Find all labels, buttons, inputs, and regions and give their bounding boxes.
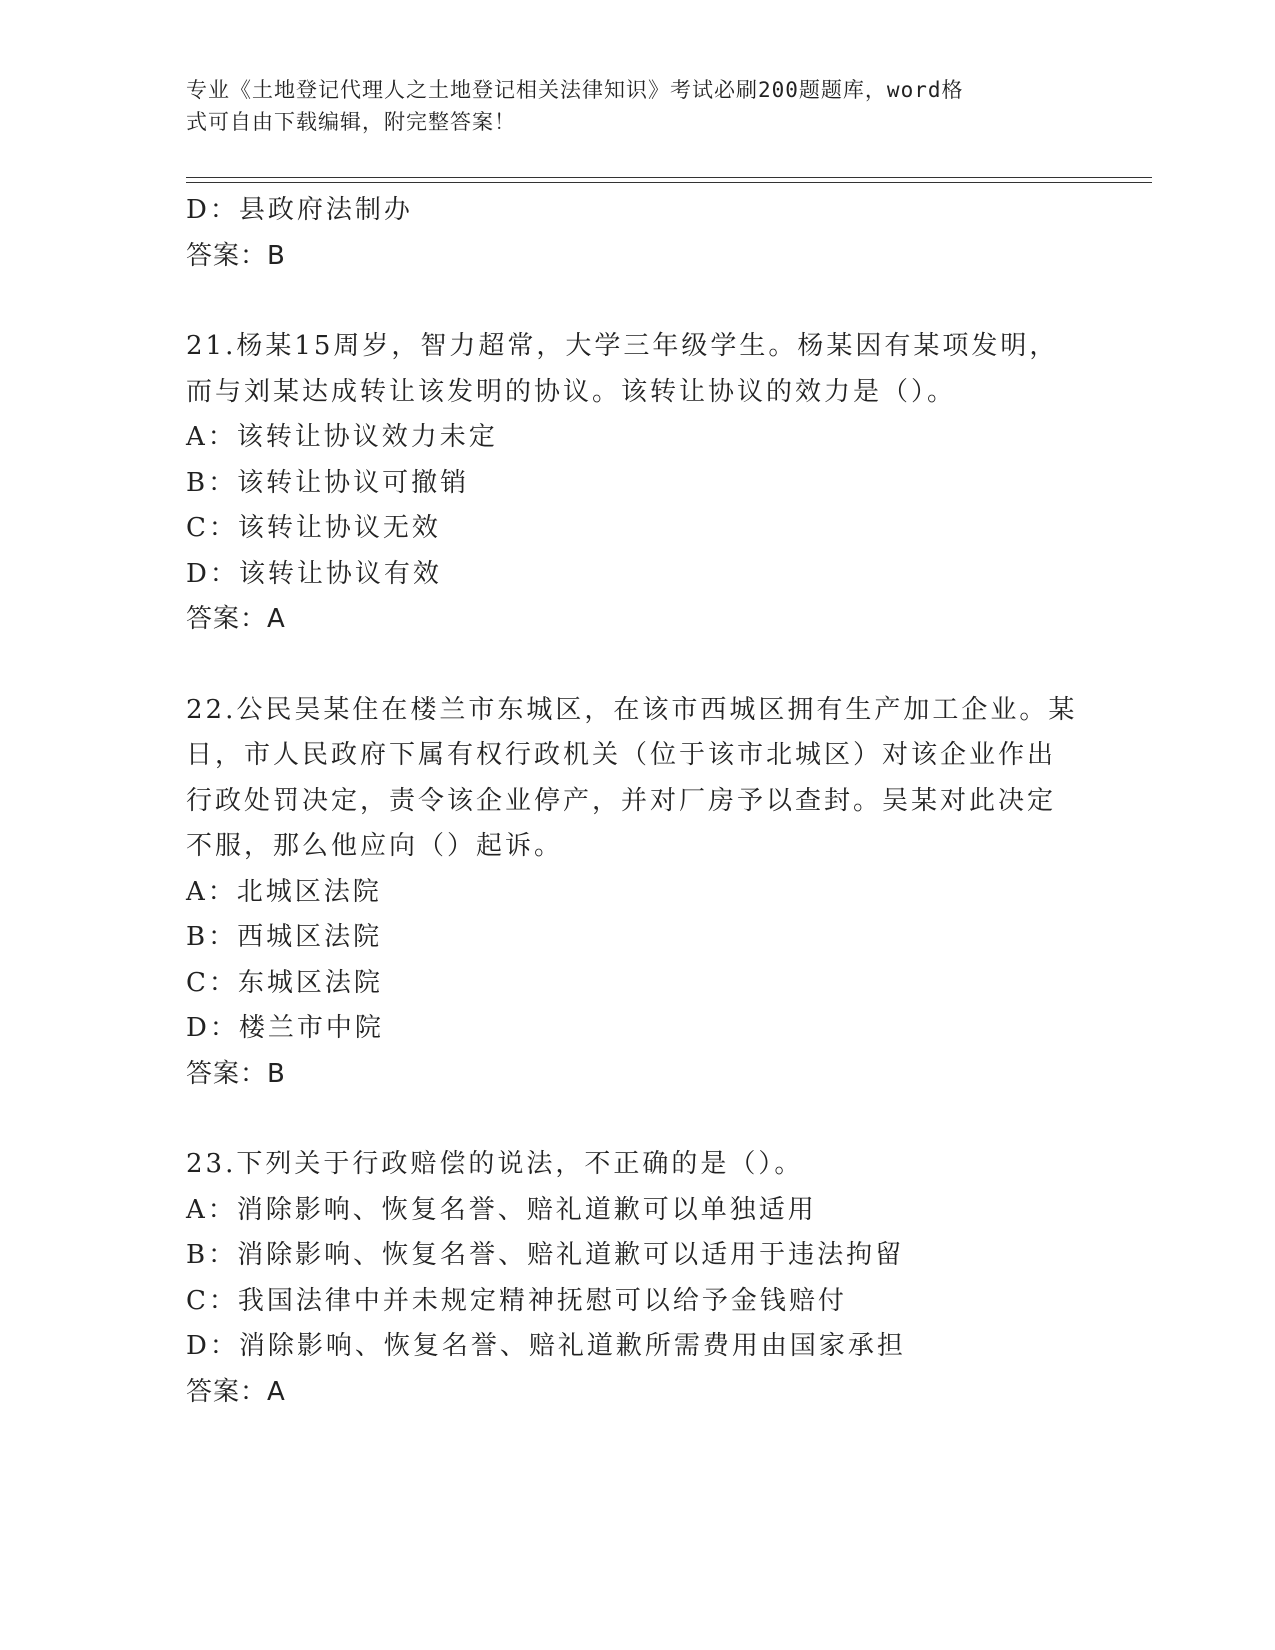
header-rule-bottom xyxy=(186,182,1152,183)
question-23 xyxy=(186,1142,1086,1415)
option-c: C：我国法律中并未规定精神抚慰可以给予金钱赔付 xyxy=(186,1285,847,1316)
option-d: D：该转让协议有效 xyxy=(186,558,442,589)
option-c: C：东城区法院 xyxy=(186,967,383,998)
option-d: D：楼兰市中院 xyxy=(186,1013,384,1043)
option-b: B：西城区法院 xyxy=(186,922,383,952)
answer: 答案：A xyxy=(186,1376,286,1407)
option-d: D：县政府法制办 xyxy=(186,195,413,225)
header-line-2: 式可自由下载编辑，附完整答案！ xyxy=(186,110,516,134)
question-stem-line: 23.下列关于行政赔偿的说法，不正确的是（）。 xyxy=(186,1149,804,1179)
answer: 答案：B xyxy=(186,1058,286,1089)
question-22 xyxy=(186,688,1086,1098)
option-a: A：该转让协议效力未定 xyxy=(186,422,498,452)
option-a: A：消除影响、恢复名誉、赔礼道歉可以单独适用 xyxy=(186,1194,817,1225)
question-21 xyxy=(186,324,1086,643)
option-d: D：消除影响、恢复名誉、赔礼道歉所需费用由国家承担 xyxy=(186,1331,906,1361)
question-stem-line: 行政处罚决定，责令该企业停产，并对厂房予以查封。吴某对此决定 xyxy=(186,785,1057,816)
option-c: C：该转让协议无效 xyxy=(186,513,441,543)
spacer xyxy=(186,1097,1086,1142)
spacer xyxy=(186,279,1086,324)
header-rule-top xyxy=(186,177,1152,178)
option-b: B：该转让协议可撤销 xyxy=(186,467,470,498)
option-b: B：消除影响、恢复名誉、赔礼道歉可以适用于违法拘留 xyxy=(186,1240,905,1270)
header-line-1: 专业《土地登记代理人之土地登记相关法律知识》考试必刷200题题库，word格 xyxy=(186,78,964,102)
document-header xyxy=(186,74,1066,138)
question-stem-line: 21.杨某15周岁，智力超常，大学三年级学生。杨某因有某项发明， xyxy=(186,331,1059,361)
spacer xyxy=(186,643,1086,688)
previous-question-tail xyxy=(186,188,1086,279)
question-content xyxy=(186,188,1086,1415)
answer: 答案：B xyxy=(186,240,286,271)
question-stem-line: 不服，那么他应向（）起诉。 xyxy=(186,831,564,861)
question-stem-line: 而与刘某达成转让该发明的协议。该转让协议的效力是（）。 xyxy=(186,376,957,407)
option-a: A：北城区法院 xyxy=(186,876,382,907)
answer: 答案：A xyxy=(186,604,286,634)
question-stem-line: 22.公民吴某住在楼兰市东城区，在该市西城区拥有生产加工企业。某 xyxy=(186,694,1078,725)
question-stem-line: 日，市人民政府下属有权行政机关（位于该市北城区）对该企业作出 xyxy=(186,740,1057,770)
